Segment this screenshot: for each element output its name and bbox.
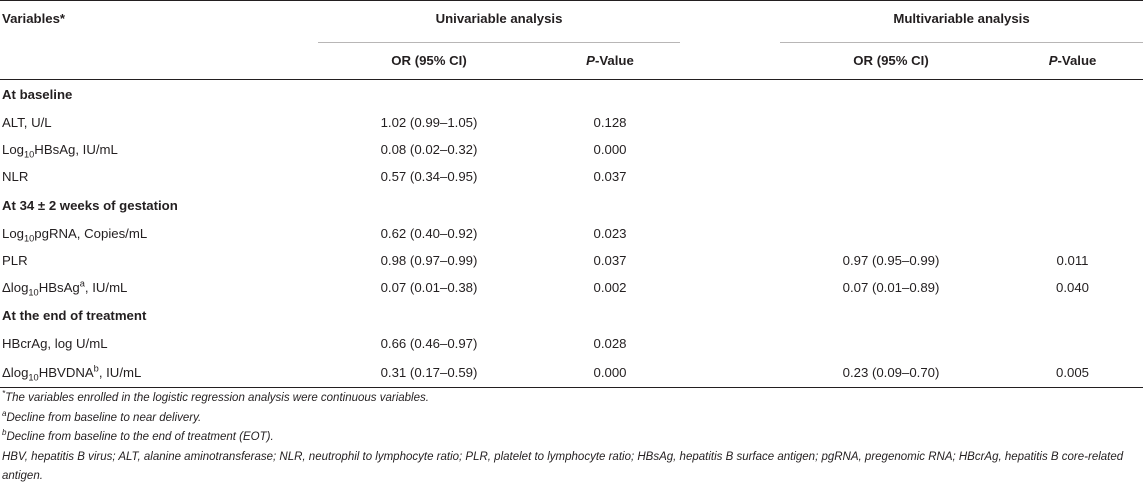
section-title: At the end of treatment (2, 308, 147, 324)
table-row (0, 330, 1143, 357)
p-italic: P (1048, 52, 1058, 68)
uni-or-cell: 0.31 (0.17–0.59) (318, 357, 540, 388)
table-row (0, 136, 1143, 163)
uni-p-cell: 0.037 (593, 252, 627, 268)
multi-or-cell: 0.97 (0.95–0.99) (842, 252, 940, 268)
multi-or-cell: 0.23 (0.09–0.70) (780, 357, 1002, 388)
p-rest: -Value (594, 52, 634, 68)
var-mid: HBsAg, IU/mL (34, 142, 118, 158)
spacer-cell (680, 136, 780, 163)
var-pre: Log (2, 225, 25, 241)
footnote (2, 409, 1143, 429)
var-pre: Δlog (2, 280, 29, 296)
var-mid: HBsAg (38, 280, 80, 296)
variable-name (0, 220, 318, 247)
multi-or-cell (780, 330, 1002, 357)
header-spacer (680, 1, 780, 42)
var-pre: Log (2, 142, 25, 158)
multi-p-cell: 0.005 (1002, 357, 1143, 388)
footnote (2, 389, 1143, 409)
p-italic: P (586, 52, 595, 68)
spacer-cell (680, 274, 780, 301)
footnote-text: Decline from baseline to the end of treatment (EOT). (6, 431, 274, 444)
section-row (0, 301, 1143, 330)
header-blank (0, 41, 318, 80)
spacer-cell (680, 220, 780, 247)
uni-p-cell: 0.028 (593, 336, 627, 352)
var-post: , IU/mL (84, 280, 128, 296)
variable-name (0, 109, 318, 136)
header-row-1 (0, 1, 1143, 42)
multi-p-cell (1002, 163, 1143, 190)
uni-or-cell: 0.07 (0.01–0.38) (380, 280, 478, 296)
multi-p-cell: 0.011 (1056, 252, 1089, 268)
var-mid: HBVDNA (38, 364, 94, 380)
variable-name (0, 136, 318, 163)
footnote (2, 428, 1143, 448)
uni-or-cell: 0.57 (0.34–0.95) (380, 169, 478, 185)
uni-or-cell: 0.08 (0.02–0.32) (380, 142, 478, 158)
section-title: At baseline (2, 87, 73, 102)
header-row-2 (0, 41, 1143, 80)
var-sup: b (93, 363, 99, 374)
uni-or-header: OR (95% CI) (318, 41, 540, 80)
p-rest: -Value (1057, 52, 1097, 68)
variables-header: Variables* (0, 1, 318, 42)
section-row (0, 191, 1143, 220)
table-row (0, 274, 1143, 301)
multi-p-header (1002, 41, 1143, 80)
table-row (0, 357, 1143, 388)
uni-or-cell: 1.02 (0.99–1.05) (380, 115, 478, 131)
spacer-cell (680, 247, 780, 274)
table-row (0, 109, 1143, 136)
uni-or-cell: 0.98 (0.97–0.99) (380, 252, 478, 268)
univariable-header: Univariable analysis (318, 1, 680, 42)
multi-or-cell (780, 220, 1002, 247)
var-sub: 10 (28, 372, 39, 383)
multi-or-cell (780, 136, 1002, 163)
variable-name (0, 247, 318, 274)
table-row (0, 163, 1143, 190)
var-sub: 10 (24, 149, 35, 160)
var-sup: a (79, 278, 85, 289)
header-spacer-2 (680, 41, 780, 80)
section-row (0, 80, 1143, 110)
footnote-text: The variables enrolled in the logistic regression analysis were continuous variables. (5, 392, 429, 405)
spacer-cell (680, 357, 780, 388)
var-pre: PLR (2, 252, 28, 268)
multivariable-header: Multivariable analysis (780, 1, 1143, 42)
variable-name (0, 330, 318, 357)
table-row (0, 220, 1143, 247)
multi-or-header: OR (95% CI) (780, 41, 1002, 80)
table-row (0, 247, 1143, 274)
variable-name (0, 163, 318, 190)
footnote-text: Decline from baseline to near delivery. (6, 411, 202, 424)
uni-p-cell: 0.000 (593, 142, 627, 158)
multi-p-cell (1002, 136, 1143, 163)
footnote-mark: * (2, 389, 6, 399)
var-pre: HBcrAg, log U/mL (2, 336, 108, 352)
var-pre: ALT, U/L (2, 115, 52, 131)
uni-p-cell: 0.002 (593, 280, 627, 296)
multi-p-cell (1002, 109, 1143, 136)
multi-or-cell (780, 109, 1002, 136)
spacer-cell (680, 330, 780, 357)
uni-or-cell: 0.66 (0.46–0.97) (380, 336, 478, 352)
footnote (2, 448, 1143, 487)
uni-p-cell: 0.128 (593, 115, 627, 131)
spacer-cell (680, 109, 780, 136)
uni-p-header (540, 41, 680, 80)
footnote-text: HBV, hepatitis B virus; ALT, alanine aminotransferase; NLR, neutrophil to lymphocyte ratio; PLR, platelet to lymphocyte ratio; HBsAg, hepatitis B surface antigen; pgRNA, pregenomic RNA; HBcrAg, hepatitis B core-related antigen. (2, 450, 1124, 483)
variable-name (0, 274, 318, 301)
var-pre: Δlog (2, 364, 29, 380)
spacer-cell (680, 163, 780, 190)
var-sub: 10 (28, 287, 39, 298)
multi-or-cell (780, 163, 1002, 190)
var-post: , IU/mL (98, 364, 142, 380)
multi-p-cell: 0.040 (1056, 280, 1090, 296)
uni-p-cell: 0.037 (593, 169, 627, 185)
footnote-mark: b (2, 428, 7, 438)
table-footnotes (0, 389, 1143, 487)
uni-p-cell: 0.000 (540, 357, 680, 388)
var-sub: 10 (24, 233, 35, 244)
footnote-mark: a (2, 408, 7, 418)
var-mid: pgRNA, Copies/mL (34, 225, 148, 241)
uni-p-cell: 0.023 (593, 225, 627, 241)
section-title: At 34 ± 2 weeks of gestation (2, 197, 178, 213)
multi-p-cell (1002, 330, 1143, 357)
variable-name (0, 357, 318, 388)
uni-or-cell: 0.62 (0.40–0.92) (380, 225, 478, 241)
multi-or-cell: 0.07 (0.01–0.89) (842, 280, 940, 296)
var-pre: NLR (2, 169, 29, 185)
multi-p-cell (1002, 220, 1143, 247)
